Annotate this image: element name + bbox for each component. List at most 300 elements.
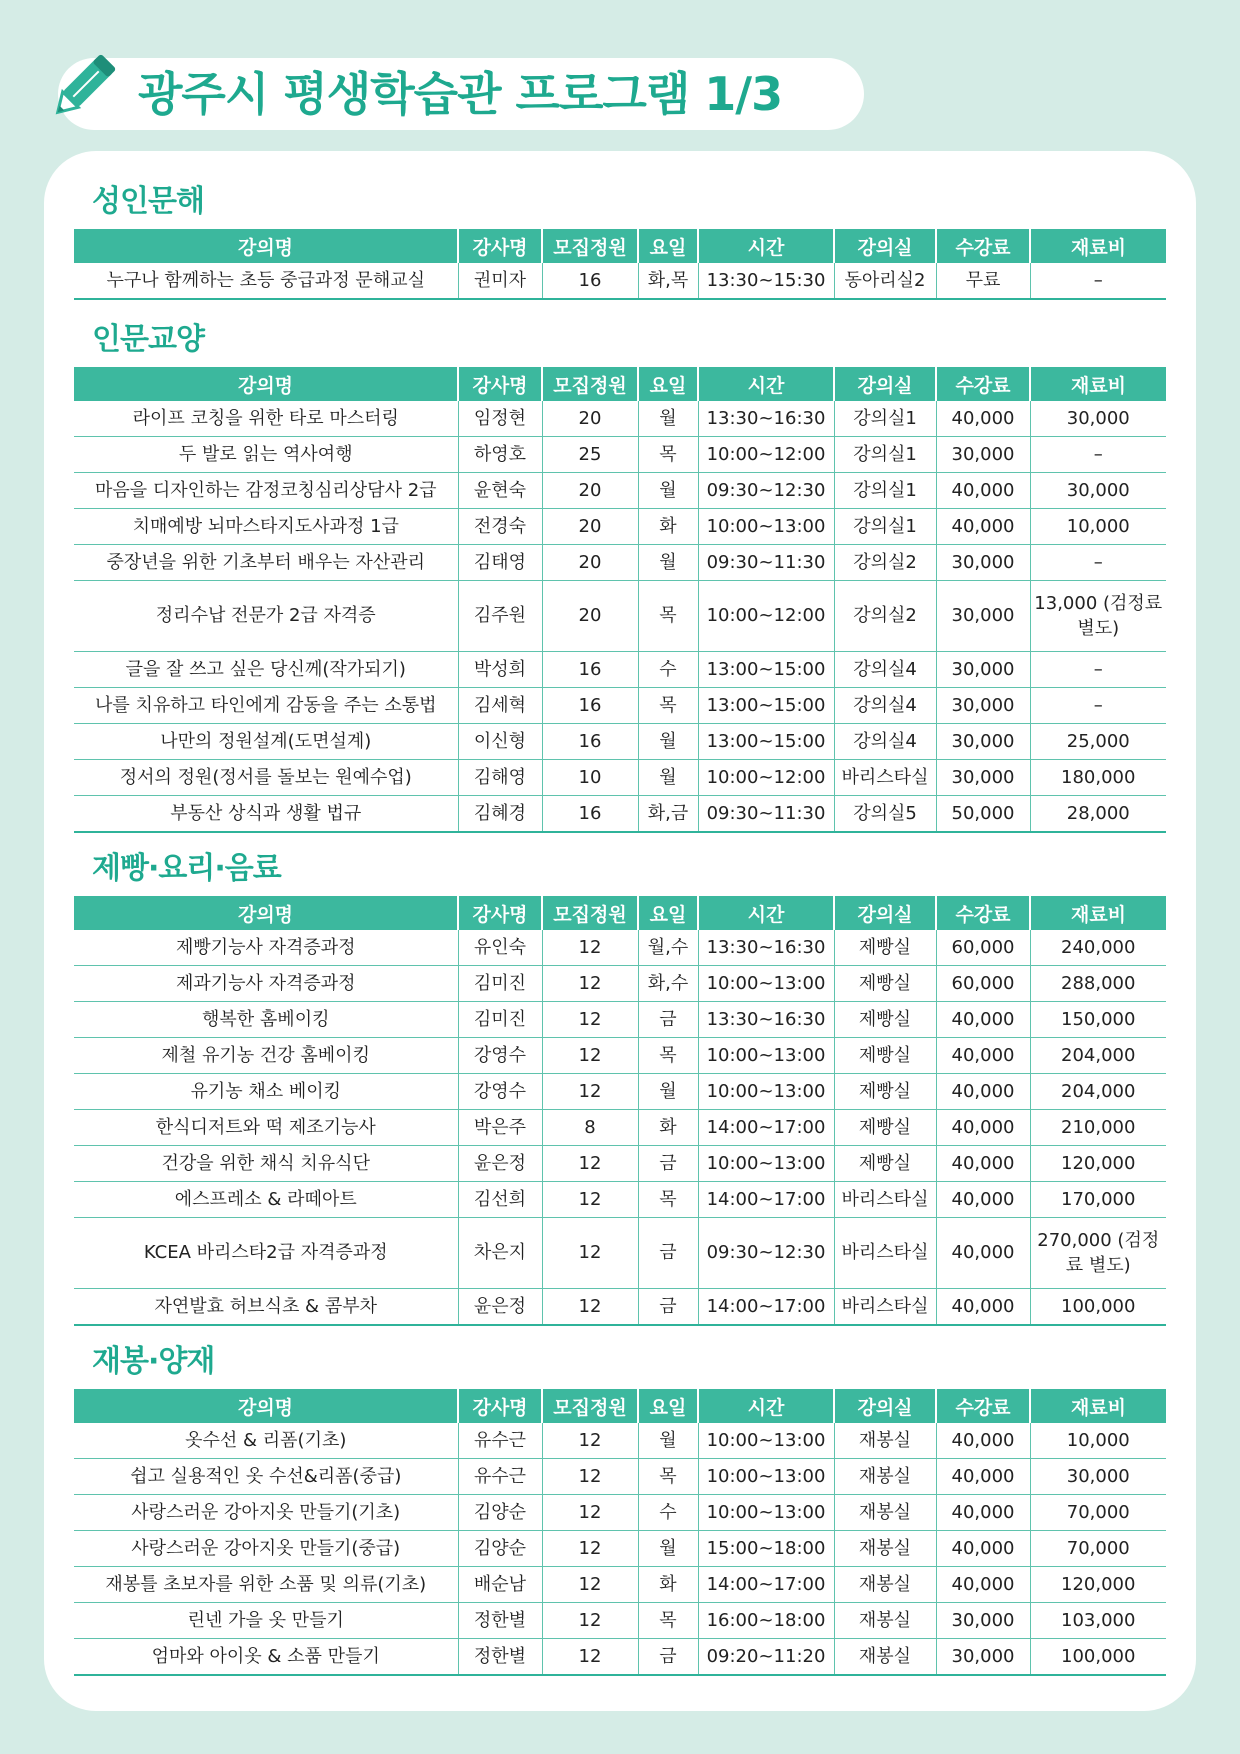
cell-room: 제빵실: [834, 1002, 936, 1038]
table-row: [74, 1110, 1166, 1146]
column-header-day: 요일: [638, 367, 698, 401]
cell-course-name: 부동산 상식과 생활 법규: [170, 802, 362, 824]
cell-day: 금: [638, 1002, 698, 1038]
cell-day: 목: [638, 1182, 698, 1218]
section-humanities: [74, 313, 1166, 833]
column-header-course-name: 강의명: [74, 1389, 458, 1423]
cell-instructor: 김미진: [458, 1002, 542, 1038]
cell-fee: 30,000: [936, 545, 1030, 581]
cell-instructor: 유수근: [458, 1459, 542, 1495]
column-header-day: 요일: [638, 1389, 698, 1423]
cell-capacity: 12: [542, 1459, 638, 1495]
cell-instructor: 윤은정: [458, 1146, 542, 1182]
cell-fee: 30,000: [936, 688, 1030, 724]
cell-room: 바리스타실: [834, 1182, 936, 1218]
cell-fee: 40,000: [936, 1182, 1030, 1218]
cell-course-name: 나만의 정원설계(도면설계): [74, 724, 458, 760]
cell-time: 14:00~17:00: [698, 1182, 834, 1218]
cell-course-name: 글을 잘 쓰고 싶은 당신께(작가되기): [74, 652, 458, 688]
cell-time: 13:30~16:30: [698, 401, 834, 437]
table-row: [74, 966, 1166, 1002]
cell-capacity: 12: [542, 1531, 638, 1567]
cell-time: 13:00~15:00: [698, 652, 834, 688]
cell-instructor: 김미진: [458, 966, 542, 1002]
cell-capacity: 20: [542, 581, 638, 652]
cell-course-name: 한식디저트와 떡 제조기능사: [74, 1110, 458, 1146]
cell-day: 목: [638, 1459, 698, 1495]
cell-day: 화: [638, 1567, 698, 1603]
column-header-room: 강의실: [834, 896, 936, 930]
cell-room: 강의실2: [834, 545, 936, 581]
column-header-room: 강의실: [834, 229, 936, 263]
cell-room: 재봉실: [834, 1459, 936, 1495]
cell-instructor: 윤현숙: [458, 473, 542, 509]
program-table: [74, 229, 1166, 300]
section-adult-literacy: [74, 175, 1166, 300]
cell-time: 10:00~12:00: [698, 760, 834, 796]
cell-material-fee: 170,000: [1030, 1182, 1166, 1218]
column-header-fee: 수강료: [936, 1389, 1030, 1423]
cell-time: 09:30~11:30: [698, 796, 834, 833]
cell-time: 10:00~12:00: [698, 437, 834, 473]
cell-material-fee: 288,000: [1030, 966, 1166, 1002]
cell-time: 10:00~13:00: [698, 1038, 834, 1074]
cell-fee: 40,000: [936, 1567, 1030, 1603]
cell-fee: 무료: [936, 263, 1030, 299]
cell-room: 바리스타실: [834, 760, 936, 796]
cell-time: 09:30~12:30: [698, 473, 834, 509]
cell-material-fee: 70,000: [1030, 1531, 1166, 1567]
cell-room: 제빵실: [834, 1110, 936, 1146]
cell-day: 금: [638, 1639, 698, 1676]
table-row: [74, 1002, 1166, 1038]
cell-room: 강의실1: [834, 401, 936, 437]
cell-room: 강의실4: [834, 724, 936, 760]
cell-time: 13:00~15:00: [698, 688, 834, 724]
cell-instructor: 김세혁: [458, 688, 542, 724]
cell-fee: 40,000: [936, 1218, 1030, 1289]
table-row: [74, 1459, 1166, 1495]
table-row: [74, 1423, 1166, 1459]
cell-instructor: 차은지: [458, 1218, 542, 1289]
cell-time: 14:00~17:00: [698, 1567, 834, 1603]
column-header-instructor: 강사명: [458, 896, 542, 930]
cell-capacity: 20: [542, 509, 638, 545]
cell-course-name: 사랑스러운 강아지옷 만들기(기초): [74, 1495, 458, 1531]
column-header-capacity: 모집정원: [542, 367, 638, 401]
cell-course-name: 건강을 위한 채식 치유식단: [74, 1146, 458, 1182]
cell-room: 강의실4: [834, 688, 936, 724]
cell-capacity: 12: [542, 1289, 638, 1326]
cell-room: 제빵실: [834, 1146, 936, 1182]
column-header-capacity: 모집정원: [542, 1389, 638, 1423]
cell-course-name: KCEA 바리스타2급 자격증과정: [74, 1218, 458, 1289]
table-row: [74, 1495, 1166, 1531]
column-header-day: 요일: [638, 896, 698, 930]
table-row: [74, 652, 1166, 688]
table-header: [74, 367, 1166, 401]
cell-course-name: 제빵기능사 자격증과정: [74, 930, 458, 966]
cell-material-fee: 204,000: [1030, 1038, 1166, 1074]
column-header-day: 요일: [638, 229, 698, 263]
cell-instructor: 유인숙: [458, 930, 542, 966]
cell-day: 수: [638, 1495, 698, 1531]
column-header-course-name: 강의명: [74, 367, 458, 401]
cell-instructor: 전경숙: [458, 509, 542, 545]
cell-course-name: 제철 유기농 건강 홈베이킹: [74, 1038, 458, 1074]
cell-room: 바리스타실: [834, 1218, 936, 1289]
table-row: [74, 473, 1166, 509]
column-header-capacity: 모집정원: [542, 896, 638, 930]
table-row: [74, 1531, 1166, 1567]
cell-room: 재봉실: [834, 1495, 936, 1531]
cell-room: 바리스타실: [834, 1289, 936, 1326]
column-header-time: 시간: [698, 367, 834, 401]
cell-time: 13:30~16:30: [698, 930, 834, 966]
cell-room: 재봉실: [834, 1603, 936, 1639]
cell-fee: 40,000: [936, 1002, 1030, 1038]
cell-time: 14:00~17:00: [698, 1289, 834, 1326]
cell-fee: 40,000: [936, 1289, 1030, 1326]
cell-capacity: 12: [542, 1146, 638, 1182]
column-header-course-name: 강의명: [74, 229, 458, 263]
cell-instructor: 정한별: [458, 1603, 542, 1639]
cell-course-name: 정리수납 전문가 2급 자격증: [74, 581, 458, 652]
cell-instructor: 유수근: [458, 1423, 542, 1459]
cell-fee: 40,000: [936, 1110, 1030, 1146]
cell-room: 재봉실: [834, 1567, 936, 1603]
cell-material-fee: 28,000: [1030, 796, 1166, 833]
cell-course-name: 유기농 채소 베이킹: [74, 1074, 458, 1110]
cell-room: 재봉실: [834, 1423, 936, 1459]
table-row: [74, 930, 1166, 966]
cell-material-fee: –: [1030, 263, 1166, 299]
cell-day: 월: [638, 1531, 698, 1567]
cell-capacity: 12: [542, 1218, 638, 1289]
cell-material-fee: 204,000: [1030, 1074, 1166, 1110]
cell-material-fee: 180,000: [1030, 760, 1166, 796]
program-table: [74, 896, 1166, 1326]
cell-room: 강의실5: [834, 796, 936, 833]
cell-capacity: 16: [542, 652, 638, 688]
cell-room: 재봉실: [834, 1531, 936, 1567]
cell-fee: 30,000: [936, 581, 1030, 652]
cell-room: 강의실1: [834, 473, 936, 509]
table-row: [74, 1074, 1166, 1110]
cell-capacity: 12: [542, 1567, 638, 1603]
cell-day: 월: [638, 401, 698, 437]
table-body: [74, 930, 1166, 1325]
cell-room: 제빵실: [834, 1074, 936, 1110]
cell-capacity: 12: [542, 966, 638, 1002]
cell-material-fee: 70,000: [1030, 1495, 1166, 1531]
cell-room: 제빵실: [834, 930, 936, 966]
cell-day: 월: [638, 473, 698, 509]
column-header-instructor: 강사명: [458, 229, 542, 263]
section-title: 재봉·양재: [92, 1344, 215, 1379]
cell-day: 월: [638, 1074, 698, 1110]
cell-material-fee: 240,000: [1030, 930, 1166, 966]
cell-material-fee: 270,000 (검정료 별도): [1030, 1218, 1166, 1289]
cell-day: 월,수: [638, 930, 698, 966]
table-row: [74, 760, 1166, 796]
cell-fee: 50,000: [936, 796, 1030, 833]
cell-fee: 30,000: [936, 724, 1030, 760]
program-table: [74, 367, 1166, 833]
table-row: [74, 688, 1166, 724]
cell-room: 강의실2: [834, 581, 936, 652]
pencil-icon: [38, 36, 134, 132]
column-header-room: 강의실: [834, 367, 936, 401]
table-header: [74, 229, 1166, 263]
cell-course-name: 사랑스러운 강아지옷 만들기(중급): [74, 1531, 458, 1567]
cell-instructor: 김태영: [458, 545, 542, 581]
cell-course-name: 행복한 홈베이킹: [74, 1002, 458, 1038]
cell-material-fee: –: [1030, 688, 1166, 724]
column-header-material-fee: 재료비: [1030, 1389, 1166, 1423]
cell-capacity: 12: [542, 1002, 638, 1038]
cell-capacity: 12: [542, 1495, 638, 1531]
cell-day: 목: [638, 437, 698, 473]
cell-capacity: 20: [542, 473, 638, 509]
cell-fee: 30,000: [936, 437, 1030, 473]
column-header-capacity: 모집정원: [542, 229, 638, 263]
table-row: [74, 437, 1166, 473]
table-body: [74, 401, 1166, 832]
cell-capacity: 10: [542, 760, 638, 796]
cell-time: 10:00~13:00: [698, 1423, 834, 1459]
column-header-material-fee: 재료비: [1030, 896, 1166, 930]
column-header-instructor: 강사명: [458, 367, 542, 401]
cell-material-fee: 103,000: [1030, 1603, 1166, 1639]
cell-course-name: 나를 치유하고 타인에게 감동을 주는 소통법: [74, 688, 458, 724]
cell-capacity: 16: [542, 796, 638, 833]
cell-time: 10:00~13:00: [698, 1146, 834, 1182]
cell-time: 10:00~13:00: [698, 966, 834, 1002]
cell-material-fee: 100,000: [1030, 1289, 1166, 1326]
cell-day: 월: [638, 724, 698, 760]
cell-day: 수: [638, 652, 698, 688]
cell-capacity: 12: [542, 1074, 638, 1110]
cell-instructor: 김주원: [458, 581, 542, 652]
cell-capacity: 12: [542, 1423, 638, 1459]
cell-instructor: 박성희: [458, 652, 542, 688]
cell-course-name: 치매예방 뇌마스타지도사과정 1급: [74, 509, 458, 545]
cell-instructor: 임정현: [458, 401, 542, 437]
program-table: [74, 1389, 1166, 1676]
table-row: [74, 724, 1166, 760]
table-header: [74, 1389, 1166, 1423]
cell-material-fee: 210,000: [1030, 1110, 1166, 1146]
cell-day: 목: [638, 688, 698, 724]
cell-time: 10:00~13:00: [698, 1495, 834, 1531]
cell-capacity: 12: [542, 930, 638, 966]
cell-instructor: 이신형: [458, 724, 542, 760]
cell-fee: 40,000: [936, 1459, 1030, 1495]
cell-room: 강의실4: [834, 652, 936, 688]
table-row: [74, 1182, 1166, 1218]
section-baking-cooking: [74, 842, 1166, 1326]
cell-material-fee: 25,000: [1030, 724, 1166, 760]
cell-day: 월: [638, 760, 698, 796]
cell-fee: 30,000: [936, 1639, 1030, 1676]
cell-instructor: 하영호: [458, 437, 542, 473]
cell-material-fee: 10,000: [1030, 509, 1166, 545]
cell-course-name: 누구나 함께하는 초등 중급과정 문해교실: [106, 269, 425, 291]
cell-capacity: 12: [542, 1038, 638, 1074]
cell-time: 10:00~13:00: [698, 509, 834, 545]
cell-material-fee: 150,000: [1030, 1002, 1166, 1038]
cell-material-fee: 30,000: [1030, 401, 1166, 437]
table-body: [74, 1423, 1166, 1675]
cell-day: 월: [638, 1423, 698, 1459]
column-header-material-fee: 재료비: [1030, 229, 1166, 263]
cell-time: 13:30~16:30: [698, 1002, 834, 1038]
cell-capacity: 16: [542, 688, 638, 724]
cell-day: 월: [638, 545, 698, 581]
cell-course-name: 마음을 디자인하는 감정코칭심리상담사 2급: [74, 473, 458, 509]
table-row: [74, 1289, 1166, 1326]
cell-instructor: 강영수: [458, 1074, 542, 1110]
section-title: 인문교양: [92, 322, 204, 357]
cell-course-name: 쉽고 실용적인 옷 수선&리폼(중급): [74, 1459, 458, 1495]
section-title: 성인문해: [92, 184, 204, 219]
column-header-room: 강의실: [834, 1389, 936, 1423]
cell-fee: 60,000: [936, 930, 1030, 966]
cell-day: 화,수: [638, 966, 698, 1002]
cell-material-fee: 13,000 (검정료 별도): [1030, 581, 1166, 652]
cell-course-name: 엄마와 아이옷 & 소품 만들기: [151, 1645, 380, 1667]
cell-day: 목: [638, 1038, 698, 1074]
cell-day: 목: [638, 1603, 698, 1639]
cell-material-fee: 120,000: [1030, 1567, 1166, 1603]
cell-capacity: 16: [542, 724, 638, 760]
cell-course-name: 두 발로 읽는 역사여행: [74, 437, 458, 473]
cell-fee: 40,000: [936, 509, 1030, 545]
cell-capacity: 8: [542, 1110, 638, 1146]
table-row: [74, 401, 1166, 437]
column-header-fee: 수강료: [936, 229, 1030, 263]
cell-instructor: 김혜경: [458, 796, 542, 833]
cell-material-fee: 100,000: [1030, 1639, 1166, 1676]
cell-material-fee: –: [1030, 652, 1166, 688]
cell-time: 09:20~11:20: [698, 1639, 834, 1676]
cell-time: 09:30~11:30: [698, 545, 834, 581]
cell-room: 제빵실: [834, 1038, 936, 1074]
cell-time: 16:00~18:00: [698, 1603, 834, 1639]
cell-day: 목: [638, 581, 698, 652]
table-row: [74, 545, 1166, 581]
cell-time: 09:30~12:30: [698, 1218, 834, 1289]
cell-capacity: 12: [542, 1603, 638, 1639]
table-body: [74, 263, 1166, 299]
cell-day: 화,목: [638, 263, 698, 299]
cell-course-name: 린넨 가을 옷 만들기: [74, 1603, 458, 1639]
cell-capacity: 12: [542, 1639, 638, 1676]
cell-material-fee: 10,000: [1030, 1423, 1166, 1459]
table-row: [74, 1218, 1166, 1289]
cell-fee: 40,000: [936, 1146, 1030, 1182]
cell-material-fee: 120,000: [1030, 1146, 1166, 1182]
column-header-time: 시간: [698, 896, 834, 930]
cell-fee: 40,000: [936, 1423, 1030, 1459]
column-header-instructor: 강사명: [458, 1389, 542, 1423]
cell-material-fee: 30,000: [1030, 473, 1166, 509]
cell-fee: 40,000: [936, 1074, 1030, 1110]
table-row: [74, 796, 1166, 833]
cell-capacity: 20: [542, 401, 638, 437]
cell-time: 13:00~15:00: [698, 724, 834, 760]
cell-course-name: 라이프 코칭을 위한 타로 마스터링: [74, 401, 458, 437]
cell-instructor: 강영수: [458, 1038, 542, 1074]
column-header-fee: 수강료: [936, 367, 1030, 401]
cell-instructor: 김양순: [458, 1531, 542, 1567]
cell-course-name: 제과기능사 자격증과정: [74, 966, 458, 1002]
cell-day: 금: [638, 1289, 698, 1326]
column-header-course-name: 강의명: [74, 896, 458, 930]
cell-material-fee: –: [1030, 437, 1166, 473]
cell-room: 제빵실: [834, 966, 936, 1002]
cell-fee: 30,000: [936, 760, 1030, 796]
cell-time: 14:00~17:00: [698, 1110, 834, 1146]
cell-capacity: 25: [542, 437, 638, 473]
table-row: [74, 1146, 1166, 1182]
column-header-time: 시간: [698, 229, 834, 263]
cell-course-name: 정서의 정원(정서를 돌보는 원예수업): [74, 760, 458, 796]
cell-instructor: 박은주: [458, 1110, 542, 1146]
table-row: [74, 509, 1166, 545]
cell-instructor: 윤은정: [458, 1289, 542, 1326]
table-row: [74, 1567, 1166, 1603]
table-row: [74, 1639, 1166, 1676]
cell-room: 동아리실2: [834, 263, 936, 299]
section-sewing: [74, 1335, 1166, 1676]
section-title: 제빵·요리·음료: [92, 851, 281, 886]
column-header-material-fee: 재료비: [1030, 367, 1166, 401]
cell-capacity: 20: [542, 545, 638, 581]
cell-material-fee: 30,000: [1030, 1459, 1166, 1495]
cell-room: 재봉실: [834, 1639, 936, 1676]
cell-fee: 60,000: [936, 966, 1030, 1002]
table-header: [74, 896, 1166, 930]
cell-instructor: 김해영: [458, 760, 542, 796]
cell-fee: 40,000: [936, 401, 1030, 437]
cell-time: 10:00~13:00: [698, 1459, 834, 1495]
cell-day: 화: [638, 1110, 698, 1146]
column-header-time: 시간: [698, 1389, 834, 1423]
cell-day: 화,금: [638, 796, 698, 833]
table-row: [74, 1603, 1166, 1639]
table-row: [74, 263, 1166, 299]
cell-instructor: 김양순: [458, 1495, 542, 1531]
cell-fee: 40,000: [936, 1531, 1030, 1567]
cell-instructor: 정한별: [458, 1639, 542, 1676]
cell-course-name: 옷수선 & 리폼(기초): [74, 1423, 458, 1459]
page-title: 광주시 평생학습관 프로그램 1/3: [138, 67, 783, 121]
cell-capacity: 12: [542, 1182, 638, 1218]
column-header-fee: 수강료: [936, 896, 1030, 930]
cell-capacity: 16: [542, 263, 638, 299]
cell-day: 금: [638, 1218, 698, 1289]
cell-instructor: 김선희: [458, 1182, 542, 1218]
cell-time: 15:00~18:00: [698, 1531, 834, 1567]
cell-time: 13:30~15:30: [698, 263, 834, 299]
cell-instructor: 권미자: [458, 263, 542, 299]
cell-course-name: 재봉틀 초보자를 위한 소품 및 의류(기초): [74, 1567, 458, 1603]
table-row: [74, 581, 1166, 652]
cell-course-name: 자연발효 허브식초 & 콤부차: [154, 1295, 377, 1317]
cell-room: 강의실1: [834, 509, 936, 545]
